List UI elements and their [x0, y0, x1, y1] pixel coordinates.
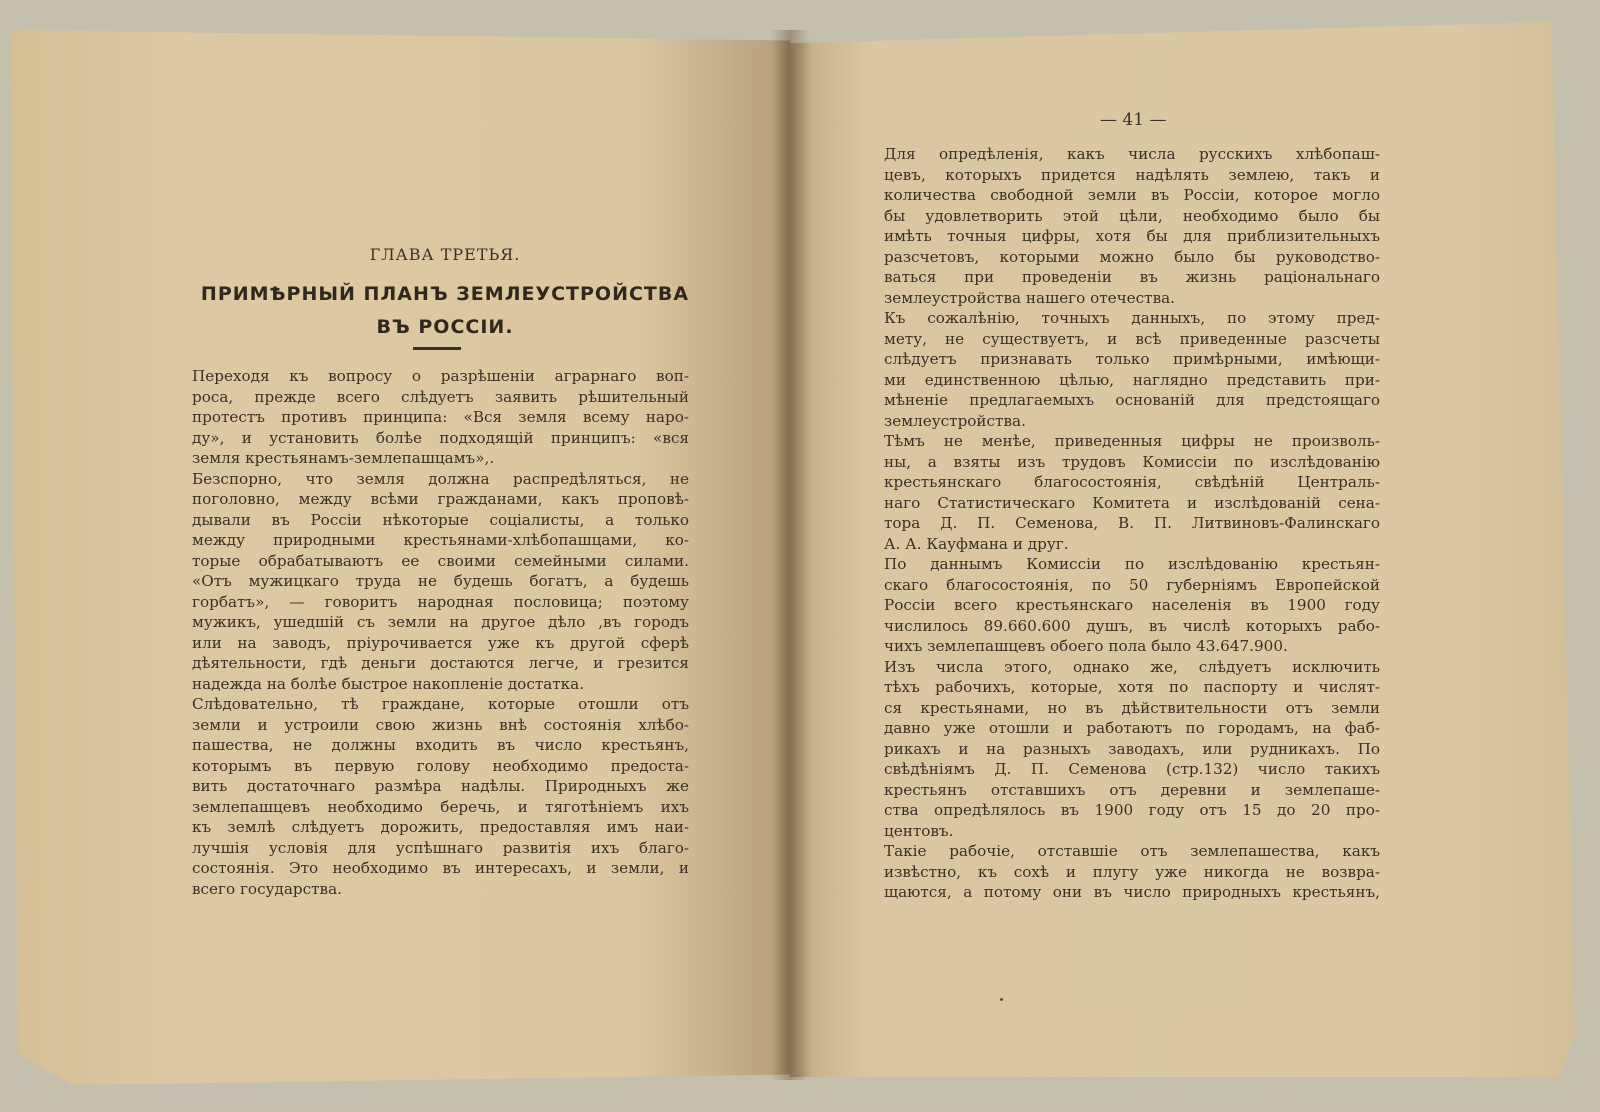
text-line: между природными крестьянами-хлѣбопашцами, ко- — [192, 531, 689, 549]
text-line: количества свободной земли въ Россіи, которое могло — [884, 186, 1380, 204]
text-line: ваться при проведеніи въ жизнь раціональнаго — [884, 268, 1380, 286]
text-line: крестьянъ отставшихъ отъ деревни и землепаше- — [884, 780, 1380, 799]
text-line: Къ сожалѣнію, точныхъ данныхъ, по этому пред- — [884, 309, 1380, 327]
text-line: «Отъ мужицкаго труда не будешь богатъ, а будешь — [192, 572, 689, 590]
text-line: всего государства. — [192, 879, 342, 898]
text-line: мѣненіе предлагаемыхъ основаній для предстоящаго — [884, 391, 1380, 409]
text-line: которымъ въ первую голову необходимо предоста- — [192, 756, 689, 775]
text-line: слѣдуетъ признавать только примѣрными, имѣющи- — [884, 350, 1380, 368]
text-line: землеустройства. — [884, 411, 1026, 430]
text-line: торые обрабатываютъ ее своими семейными силами. — [192, 551, 689, 570]
text-line: мужикъ, ушедшій съ земли на другое дѣло ,въ городъ — [192, 613, 689, 631]
text-line: чихъ землепашцевъ обоего пола было 43.647.900. — [884, 637, 1288, 655]
text-line: протестъ противъ принципа: «Вся земля всему наро- — [192, 408, 689, 426]
text-line: разсчетовъ, которыми можно было бы руководство- — [884, 247, 1380, 266]
text-line: Такіе рабочіе, отставшіе отъ землепашества, какъ — [884, 842, 1380, 860]
chapter-heading: ГЛАВА ТРЕТЬЯ. — [369, 245, 521, 264]
text-line: центовъ. — [884, 821, 954, 840]
text-line: По даннымъ Комиссіи по изслѣдованію крестьян- — [884, 555, 1380, 573]
text-line: земли и устроили свою жизнь внѣ состоянія хлѣбо- — [192, 715, 689, 734]
text-line: скаго благосостоянія, по 50 губерніямъ Европейской — [884, 575, 1380, 594]
text-line: тора Д. П. Семенова, В. П. Литвиновъ-Фалинскаго — [884, 514, 1380, 532]
text-line: рикахъ и на разныхъ заводахъ, или рудникахъ. По — [884, 739, 1380, 758]
text-line: ду», и установить болѣе подходящій принципъ: «вся — [192, 428, 689, 447]
text-line: цевъ, которыхъ придется надѣлять землею, такъ и — [884, 165, 1380, 184]
text-line: горбатъ», — говоритъ народная пословица; поэтому — [192, 592, 689, 611]
text-line: состоянія. Это необходимо въ интересахъ, и земли, и — [192, 859, 689, 877]
text-line: ся крестьянами, но въ дѣйствительности отъ земли — [884, 698, 1380, 717]
chapter-title-line-2: ВЪ РОССІИ. — [376, 316, 514, 338]
text-line: дѣятельности, гдѣ деньги достаются легче, и грезится — [192, 654, 689, 672]
title-divider — [413, 347, 461, 350]
text-line: пашества, не должны входить въ число крестьянъ, — [192, 736, 689, 754]
text-line: ны, а взяты изъ трудовъ Комиссіи по изслѣдованію — [884, 452, 1380, 471]
text-line: землепашцевъ необходимо беречь, и тяготѣніемъ ихъ — [192, 797, 689, 816]
text-line: надежда на болѣе быстрое накопленіе достатка. — [192, 674, 585, 693]
text-line: бы удовлетворить этой цѣли, необходимо было бы — [884, 206, 1380, 225]
right-page-text — [884, 144, 1380, 903]
text-line: Безспорно, что земля должна распредѣляться, не — [192, 469, 689, 488]
book-gutter — [770, 30, 810, 1080]
text-line: роса, прежде всего слѣдуетъ заявить рѣшительный — [192, 387, 689, 406]
page-number: — 41 — — [1100, 110, 1167, 130]
text-line: Для опредѣленія, какъ числа русскихъ хлѣбопаш- — [884, 145, 1380, 163]
text-line: А. А. Кауфмана и друг. — [884, 534, 1069, 553]
text-line: извѣстно, къ сохѣ и плугу уже никогда не возвра- — [884, 862, 1380, 881]
text-line: Переходя къ вопросу о разрѣшеніи аграрнаго воп- — [192, 367, 689, 385]
text-line: земля крестьянамъ-землепашцамъ»,. — [192, 449, 495, 467]
text-line: или на заводъ, пріурочивается уже къ другой сферѣ — [192, 633, 689, 652]
text-line: Слѣдовательно, тѣ граждане, которые отошли отъ — [192, 695, 689, 713]
text-line: Изъ числа этого, однако же, слѣдуетъ исключить — [884, 657, 1380, 676]
text-line: къ землѣ слѣдуетъ дорожить, предоставляя имъ наи- — [192, 818, 689, 836]
text-line: землеустройства нашего отечества. — [884, 288, 1176, 307]
text-line: дывали въ Россіи нѣкоторые соціалисты, а только — [192, 510, 689, 529]
left-page-text — [192, 366, 689, 899]
text-line: Россіи всего крестьянскаго населенія въ 1900 году — [884, 596, 1380, 614]
chapter-title — [200, 278, 690, 344]
text-line: поголовно, между всѣми гражданами, какъ проповѣ- — [192, 490, 689, 508]
text-line: свѣдѣніямъ Д. П. Семенова (стр.132) число такихъ — [884, 760, 1380, 778]
ink-speck — [1000, 998, 1003, 1001]
chapter-title-line-1: ПРИМѢРНЫЙ ПЛАНЪ ЗЕМЛЕУСТРОЙСТВА — [200, 283, 690, 305]
text-line: давно уже отошли и работаютъ по городамъ, на фаб- — [884, 719, 1380, 737]
text-line: вить достаточнаго размѣра надѣлы. Природныхъ же — [192, 777, 689, 795]
text-line: лучшія условія для успѣшнаго развитія ихъ благо- — [192, 838, 689, 857]
text-line: имѣть точныя цифры, хотя бы для приблизительныхъ — [884, 227, 1380, 245]
text-line: ства опредѣлялось въ 1900 году отъ 15 до 20 про- — [884, 801, 1380, 819]
text-line: Тѣмъ не менѣе, приведенныя цифры не произволь- — [884, 432, 1380, 450]
text-line: тѣхъ рабочихъ, которые, хотя по паспорту и числят- — [884, 678, 1380, 696]
text-line: крестьянскаго благосостоянія, свѣдѣній Централь- — [884, 473, 1380, 491]
text-line: щаются, а потому они въ число природныхъ крестьянъ, — [884, 883, 1380, 901]
text-line: ми единственною цѣлью, наглядно представить при- — [884, 370, 1380, 389]
text-line: числилось 89.660.600 душъ, въ числѣ которыхъ рабо- — [884, 616, 1380, 635]
text-line: наго Статистическаго Комитета и изслѣдованій сена- — [884, 493, 1380, 512]
text-line: мету, не существуетъ, и всѣ приведенные разсчеты — [884, 329, 1380, 348]
